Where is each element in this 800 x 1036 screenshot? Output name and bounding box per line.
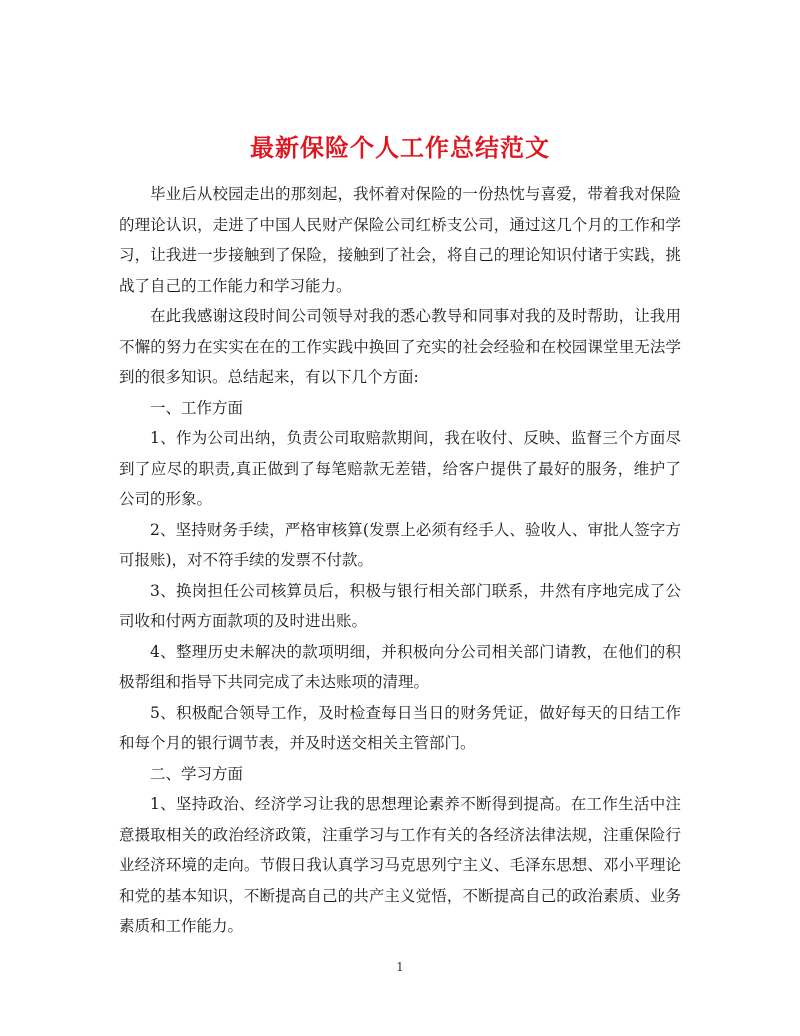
page-number: 1: [396, 960, 404, 974]
paragraph-intro: 毕业后从校园走出的那刻起，我怀着对保险的一份热忱与喜爱，带着我对保险的理论认识，走进了中国人民财产保险公司红桥支公司，通过这几个月的工作和学习，让我进一步接触到了保险，接触到了社会，将自己的理论知识付诸于实践，挑战了自己的工作能力和学习能力。: [119, 185, 681, 295]
section-heading-work: 一、工作方面: [150, 398, 244, 417]
paragraph-work-1: 1、作为公司出纳，负责公司取赔款期间，我在收付、反映、监督三个方面尽到了应尽的职责,真正做到了每笔赔款无差错，给客户提供了最好的服务，维护了公司的形象。: [119, 429, 681, 508]
document-body: [119, 179, 681, 942]
paragraph-work-4: 4、整理历史未解决的款项明细，并积极向分公司相关部门请教，在他们的积极帮组和指导下共同完成了未达账项的清理。: [119, 642, 681, 691]
paragraph-work-3: 3、换岗担任公司核算员后，积极与银行相关部门联系，井然有序地完成了公司收和付两方面款项的及时进出账。: [119, 581, 681, 630]
paragraph-thanks: 在此我感谢这段时间公司领导对我的悉心教导和同事对我的及时帮助，让我用不懈的努力在实实在在的工作实践中换回了充实的社会经验和在校园课堂里无法学到的很多知识。总结起来，有以下几个方面:: [119, 307, 681, 386]
section-heading-study: 二、学习方面: [150, 764, 244, 783]
paragraph-study-1: 1、坚持政治、经济学习让我的思想理论素养不断得到提高。在工作生活中注意摄取相关的政治经济政策，注重学习与工作有关的各经济法律法规，注重保险行业经济环境的走向。节假日我认真学习马克思列宁主义、毛泽东思想、邓小平理论和党的基本知识，不断提高自己的共产主义觉悟，不断提高自己的政治素质、业务素质和工作能力。: [119, 795, 681, 935]
paragraph-work-5: 5、积极配合领导工作，及时检查每日当日的财务凭证，做好每天的日结工作和每个月的银行调节表，并及时送交相关主管部门。: [119, 703, 681, 752]
document-title: 最新保险个人工作总结范文: [250, 134, 550, 163]
paragraph-work-2: 2、坚持财务手续，严格审核算(发票上必须有经手人、验收人、审批人签字方可报账)，对不符手续的发票不付款。: [119, 520, 681, 569]
